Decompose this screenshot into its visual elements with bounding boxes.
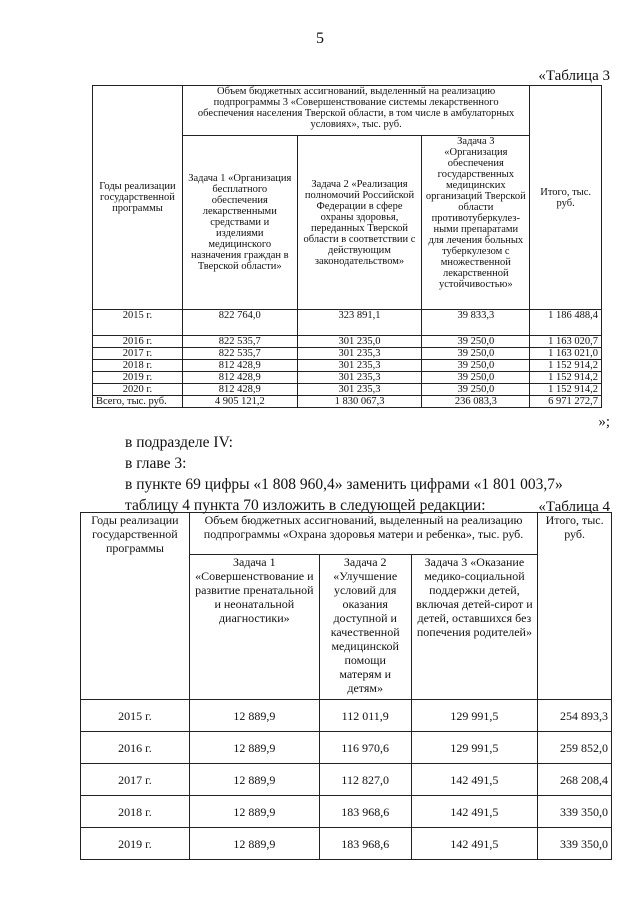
table4-cell-task2: 183 968,6 [319, 796, 411, 828]
table3-cell-task1: 822 535,7 [182, 348, 297, 360]
table4-cell-task1: 12 889,9 [189, 700, 319, 732]
table3-cell-task1: 812 428,9 [182, 360, 297, 372]
table3-cell-task1: 4 905 121,2 [182, 396, 297, 408]
table4-header-years: Годы реализации государственной программы [81, 513, 190, 700]
table4-cell-year: 2017 г. [81, 764, 190, 796]
table3-cell-year: Всего, тыс. руб. [93, 396, 183, 408]
table3-cell-total: 1 152 914,2 [530, 360, 602, 372]
table3-cell-task2: 301 235,3 [297, 348, 422, 360]
paragraph-chapter: в главе 3: [125, 455, 187, 472]
table3-cell-task3: 39 250,0 [422, 348, 530, 360]
table4-cell-task1: 12 889,9 [189, 764, 319, 796]
table4-cell-total: 268 208,4 [538, 764, 612, 796]
table4-header-task2: Задача 2 «Улучшение условий для оказания доступной и качественной медицинской помощи матерям и детям» [319, 555, 411, 700]
table4-cell-task2: 183 968,6 [319, 828, 411, 860]
table4-cell-task1: 12 889,9 [189, 828, 319, 860]
paragraph-point-70: таблицу 4 пункта 70 изложить в следующей редакции: [125, 497, 486, 514]
paragraph-subsection: в подразделе IV: [125, 434, 233, 451]
table4-cell-total: 259 852,0 [538, 732, 612, 764]
table3-cell-year: 2016 г. [93, 336, 183, 348]
table3-header-task2: Задача 2 «Реализация полномочий Российской Федерации в сфере охраны здоровья, переданных Тверской области в соответствии с действующим законодательством» [297, 136, 422, 310]
table4-cell-task2: 112 011,9 [319, 700, 411, 732]
table4-cell-task3: 129 991,5 [411, 700, 538, 732]
table3-header-task1: Задача 1 «Организация бесплатного обеспечения лекарственными средствами и изделиями медицинского назначения граждан в Тверской области» [182, 136, 297, 310]
table3-cell-task3: 39 250,0 [422, 360, 530, 372]
table4-cell-task3: 129 991,5 [411, 732, 538, 764]
table3-cell-total: 1 186 488,4 [530, 310, 602, 336]
table4-cell-task1: 12 889,9 [189, 732, 319, 764]
table3-cell-task3: 236 083,3 [422, 396, 530, 408]
table4-cell-task1: 12 889,9 [189, 796, 319, 828]
table4-cell-task2: 116 970,6 [319, 732, 411, 764]
table3-cell-task3: 39 250,0 [422, 372, 530, 384]
table3-cell-task1: 822 535,7 [182, 336, 297, 348]
table4-cell-year: 2019 г. [81, 828, 190, 860]
paragraph-point-69: в пункте 69 цифры «1 808 960,4» заменить цифрами «1 801 003,7» [125, 476, 563, 493]
table3-cell-task3: 39 250,0 [422, 384, 530, 396]
table3-cell-year: 2020 г. [93, 384, 183, 396]
table3-cell-year: 2015 г. [93, 310, 183, 336]
table3-cell-task1: 812 428,9 [182, 372, 297, 384]
table4-cell-year: 2018 г. [81, 796, 190, 828]
table4-header-task3: Задача 3 «Оказание медико-социальной поддержки детей, включая детей-сирот и детей, оставшихся без попечения родителей» [411, 555, 538, 700]
table3-cell-task3: 39 833,3 [422, 310, 530, 336]
table4-cell-task3: 142 491,5 [411, 764, 538, 796]
table3-cell-total: 6 971 272,7 [530, 396, 602, 408]
table4-cell-total: 339 350,0 [538, 828, 612, 860]
table3-cell-task2: 301 235,3 [297, 372, 422, 384]
table3-header-total: Итого, тыс. руб. [530, 86, 602, 310]
table-3 [92, 85, 602, 408]
table3-cell-year: 2017 г. [93, 348, 183, 360]
table3-cell-year: 2018 г. [93, 360, 183, 372]
table3-header-task3: Задача 3 «Организация обеспечения государственных медицинских организаций Тверской области противотуберкулез-ными препаратами для лечения больных туберкулезом с множественной лекарственной устойчивостью» [422, 136, 530, 310]
table3-cell-task2: 301 235,0 [297, 336, 422, 348]
table-4 [80, 512, 612, 860]
table3-cell-total: 1 152 914,2 [530, 372, 602, 384]
table4-header-task1: Задача 1 «Совершенствование и развитие пренатальной и неонатальной диагностики» [189, 555, 319, 700]
table4-cell-total: 254 893,3 [538, 700, 612, 732]
table4-cell-total: 339 350,0 [538, 796, 612, 828]
table3-cell-task1: 822 764,0 [182, 310, 297, 336]
table3-cell-total: 1 163 020,7 [530, 336, 602, 348]
table3-cell-task2: 323 891,1 [297, 310, 422, 336]
table4-cell-year: 2016 г. [81, 732, 190, 764]
table4-cell-task2: 112 827,0 [319, 764, 411, 796]
table3-header-years: Годы реализации государственной программы [93, 86, 183, 310]
table3-cell-task2: 301 235,3 [297, 360, 422, 372]
table3-cell-year: 2019 г. [93, 372, 183, 384]
table3-cell-task2: 301 235,3 [297, 384, 422, 396]
table3-cell-task2: 1 830 067,3 [297, 396, 422, 408]
table3-cell-task3: 39 250,0 [422, 336, 530, 348]
table4-label: «Таблица 4 [538, 499, 610, 515]
table3-cell-task1: 812 428,9 [182, 384, 297, 396]
table4-header-group: Объем бюджетных ассигнований, выделенный на реализацию подпрограммы «Охрана здоровья матери и ребенка», тыс. руб. [189, 513, 537, 555]
table4-cell-task3: 142 491,5 [411, 796, 538, 828]
table4-cell-task3: 142 491,5 [411, 828, 538, 860]
table3-header-group: Объем бюджетных ассигнований, выделенный на реализацию подпрограммы 3 «Совершенствование системы лекарственного обеспечения населения Тверской области, в том числе в амбулаторных условиях», тыс. руб. [182, 86, 529, 136]
table3-cell-total: 1 163 021,0 [530, 348, 602, 360]
table4-cell-year: 2015 г. [81, 700, 190, 732]
table4-header-total: Итого, тыс. руб. [538, 513, 612, 700]
table3-cell-total: 1 152 914,2 [530, 384, 602, 396]
table3-closing: »; [598, 414, 610, 430]
table3-label: «Таблица 3 [538, 68, 610, 84]
page-number: 5 [316, 30, 324, 47]
